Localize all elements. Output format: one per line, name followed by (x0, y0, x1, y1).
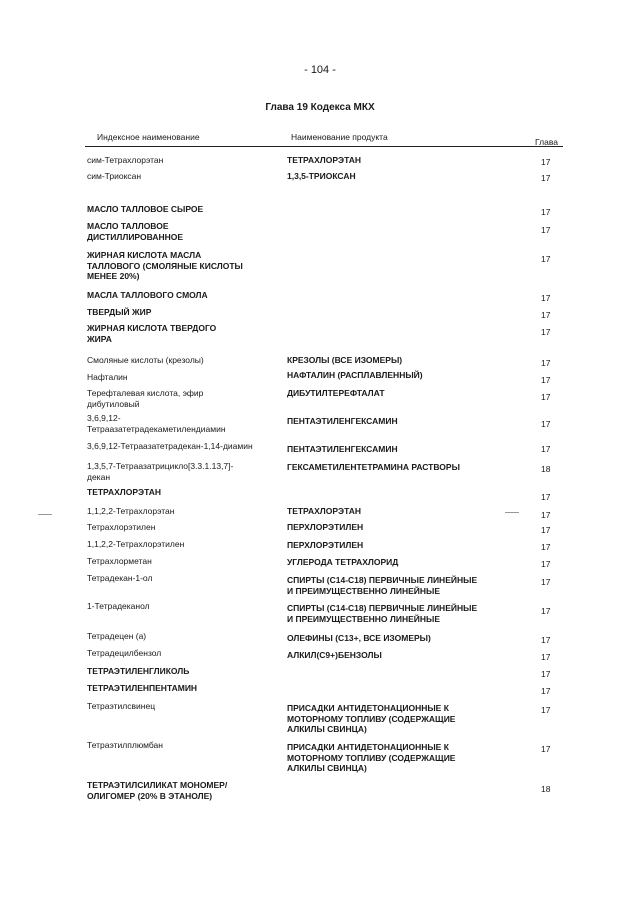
index-name-cell: Нафталин (87, 372, 128, 382)
chapter-cell: 18 (541, 784, 551, 794)
product-name-cell: ТЕТРАХЛОРЭТАН (287, 155, 362, 165)
product-name-cell: ГЕКСАМЕТИЛЕНТЕТРАМИНА РАСТВОРЫ (287, 462, 460, 472)
product-name-cell: ПЕРХЛОРЭТИЛЕН (287, 522, 364, 532)
chapter-cell: 18 (541, 464, 551, 474)
product-name-cell: ПЕНТАЭТИЛЕНГЕКСАМИН (287, 416, 398, 426)
index-name-cell: сим-Триоксан (87, 171, 142, 181)
index-name-cell: 1,3,5,7-Тетраазатрицикло[3.3.1.13,7]- декан (87, 461, 234, 482)
index-name-cell: 1,1,2,2-Тетрахлорэтан (87, 506, 175, 516)
chapter-cell: 17 (541, 686, 551, 696)
header-product-name: Наименование продукта (291, 132, 388, 142)
index-name-cell: Терефталевая кислота, эфир дибутиловый (87, 388, 204, 409)
index-name-cell: МАСЛО ТАЛЛОВОЕ СЫРОЕ (87, 204, 204, 214)
chapter-cell: 17 (541, 669, 551, 679)
index-name-cell: Тетрадецен (а) (87, 631, 147, 641)
product-name-cell: АЛКИЛ(С9+)БЕНЗОЛЫ (287, 650, 382, 660)
chapter-cell: 17 (541, 705, 551, 715)
chapter-cell: 17 (541, 358, 551, 368)
chapter-cell: 17 (541, 310, 551, 320)
chapter-cell: 17 (541, 207, 551, 217)
index-name-cell: ТВЕРДЫЙ ЖИР (87, 307, 152, 317)
chapter-cell: 17 (541, 254, 551, 264)
index-name-cell: 3,6,9,12-Тетраазатетрадекан-1,14-диамин (87, 441, 253, 451)
index-name-cell: Тетрахлорметан (87, 556, 152, 566)
chapter-cell: 17 (541, 744, 551, 754)
chapter-cell: 17 (541, 444, 551, 454)
scan-speck (505, 512, 519, 513)
chapter-cell: 17 (541, 225, 551, 235)
header-index-name: Индексное наименование (97, 132, 200, 142)
product-name-cell: ПЕНТАЭТИЛЕНГЕКСАМИН (287, 444, 398, 454)
product-name-cell: ОЛЕФИНЫ (С13+, ВСЕ ИЗОМЕРЫ) (287, 633, 431, 643)
index-name-cell: ТЕТРАХЛОРЭТАН (87, 487, 162, 497)
chapter-cell: 17 (541, 606, 551, 616)
index-name-cell: 3,6,9,12- Тетраазатетрадекаметилендиамин (87, 413, 226, 434)
chapter-cell: 17 (541, 392, 551, 402)
page-number: - 104 - (304, 64, 336, 76)
header-chapter: Глава (535, 137, 558, 147)
index-name-cell: Тетрахлорэтилен (87, 522, 156, 532)
product-name-cell: СПИРТЫ (С14-С18) ПЕРВИЧНЫЕ ЛИНЕЙНЫЕ И ПРЕИМУЩЕСТВЕННО ЛИНЕЙНЫЕ (287, 575, 478, 596)
chapter-cell: 17 (541, 327, 551, 337)
index-name-cell: Тетрадецилбензол (87, 648, 162, 658)
product-name-cell: 1,3,5-ТРИОКСАН (287, 171, 356, 181)
chapter-cell: 17 (541, 635, 551, 645)
index-name-cell: Смоляные кислоты (крезолы) (87, 355, 204, 365)
index-name-cell: ТЕТРАЭТИЛСИЛИКАТ МОНОМЕР/ ОЛИГОМЕР (20% В ЭТАНОЛЕ) (87, 780, 228, 801)
chapter-cell: 17 (541, 492, 551, 502)
product-name-cell: ДИБУТИЛТЕРЕФТАЛАТ (287, 388, 385, 398)
index-name-cell: Тетрадекан-1-ол (87, 573, 153, 583)
index-name-cell: Тетраэтилсвинец (87, 701, 156, 711)
chapter-cell: 17 (541, 173, 551, 183)
scan-speck (38, 514, 52, 515)
product-name-cell: УГЛЕРОДА ТЕТРАХЛОРИД (287, 557, 399, 567)
index-name-cell: Тетраэтилплюмбан (87, 740, 163, 750)
index-name-cell: ЖИРНАЯ КИСЛОТА ТВЕРДОГО ЖИРА (87, 323, 217, 344)
chapter-cell: 17 (541, 293, 551, 303)
chapter-cell: 17 (541, 510, 551, 520)
chapter-cell: 17 (541, 542, 551, 552)
chapter-cell: 17 (541, 375, 551, 385)
page-title: Глава 19 Кодекса МКХ (265, 102, 375, 113)
chapter-cell: 17 (541, 652, 551, 662)
chapter-cell: 17 (541, 577, 551, 587)
index-name-cell: ТЕТРАЭТИЛЕНГЛИКОЛЬ (87, 666, 190, 676)
index-name-cell: ТЕТРАЭТИЛЕНПЕНТАМИН (87, 683, 198, 693)
index-name-cell: ЖИРНАЯ КИСЛОТА МАСЛА ТАЛЛОВОГО (СМОЛЯНЫЕ КИСЛОТЫ МЕНЕЕ 20%) (87, 250, 243, 281)
chapter-cell: 17 (541, 157, 551, 167)
product-name-cell: НАФТАЛИН (РАСПЛАВЛЕННЫЙ) (287, 370, 423, 380)
product-name-cell: ПЕРХЛОРЭТИЛЕН (287, 540, 364, 550)
product-name-cell: СПИРТЫ (С14-С18) ПЕРВИЧНЫЕ ЛИНЕЙНЫЕ И ПРЕИМУЩЕСТВЕННО ЛИНЕЙНЫЕ (287, 603, 478, 624)
chapter-cell: 17 (541, 559, 551, 569)
product-name-cell: ПРИСАДКИ АНТИДЕТОНАЦИОННЫЕ К МОТОРНОМУ ТОПЛИВУ (СОДЕРЖАЩИЕ АЛКИЛЫ СВИНЦА) (287, 742, 456, 773)
product-name-cell: ТЕТРАХЛОРЭТАН (287, 506, 362, 516)
product-name-cell: КРЕЗОЛЫ (ВСЕ ИЗОМЕРЫ) (287, 355, 403, 365)
chapter-cell: 17 (541, 525, 551, 535)
index-name-cell: 1,1,2,2-Тетрахлорэтилен (87, 539, 185, 549)
index-name-cell: сим-Тетрахлорэтан (87, 155, 164, 165)
chapter-cell: 17 (541, 419, 551, 429)
product-name-cell: ПРИСАДКИ АНТИДЕТОНАЦИОННЫЕ К МОТОРНОМУ ТОПЛИВУ (СОДЕРЖАЩИЕ АЛКИЛЫ СВИНЦА) (287, 703, 456, 734)
index-name-cell: 1-Тетрадеканол (87, 601, 150, 611)
index-name-cell: МАСЛА ТАЛЛОВОГО СМОЛА (87, 290, 208, 300)
index-name-cell: МАСЛО ТАЛЛОВОЕ ДИСТИЛЛИРОВАННОЕ (87, 221, 184, 242)
